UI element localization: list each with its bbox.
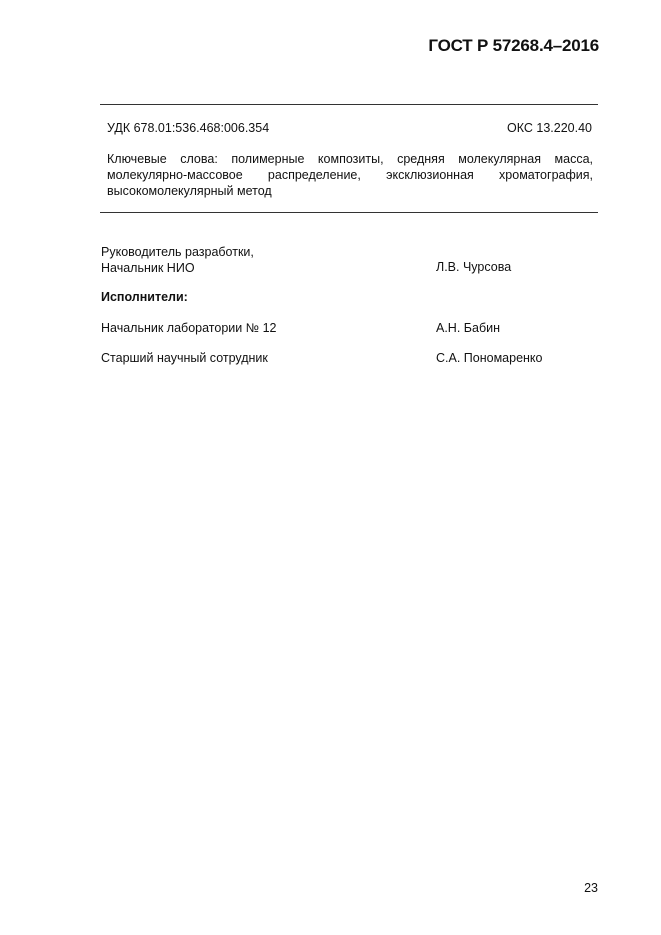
keywords-line: высокомолекулярный метод: [107, 184, 272, 198]
document-standard-number: ГОСТ Р 57268.4–2016: [428, 36, 599, 55]
executor-role: Старший научный сотрудник: [101, 351, 268, 365]
bottom-divider: [100, 212, 598, 213]
leader-role-line: Начальник НИО: [101, 261, 195, 275]
leader-role-line: Руководитель разработки,: [101, 245, 254, 259]
executor-name: С.А. Пономаренко: [436, 351, 543, 365]
executors-heading: Исполнители:: [101, 290, 188, 304]
keywords-line: Ключевые слова: полимерные композиты, средняя молекулярная масса,: [107, 152, 593, 166]
keywords-block: [107, 151, 593, 199]
executor-name: А.Н. Бабин: [436, 321, 500, 335]
page-number: 23: [584, 881, 598, 895]
top-divider: [100, 104, 598, 105]
leader-name: Л.В. Чурсова: [436, 260, 512, 274]
leader-role: [101, 244, 254, 276]
executor-role: Начальник лаборатории № 12: [101, 321, 277, 335]
oks-code: ОКС 13.220.40: [507, 121, 592, 135]
udk-code: УДК 678.01:536.468:006.354: [107, 121, 270, 135]
keywords-line: молекулярно-массовое распределение, эксклюзионная хроматография,: [107, 168, 593, 182]
